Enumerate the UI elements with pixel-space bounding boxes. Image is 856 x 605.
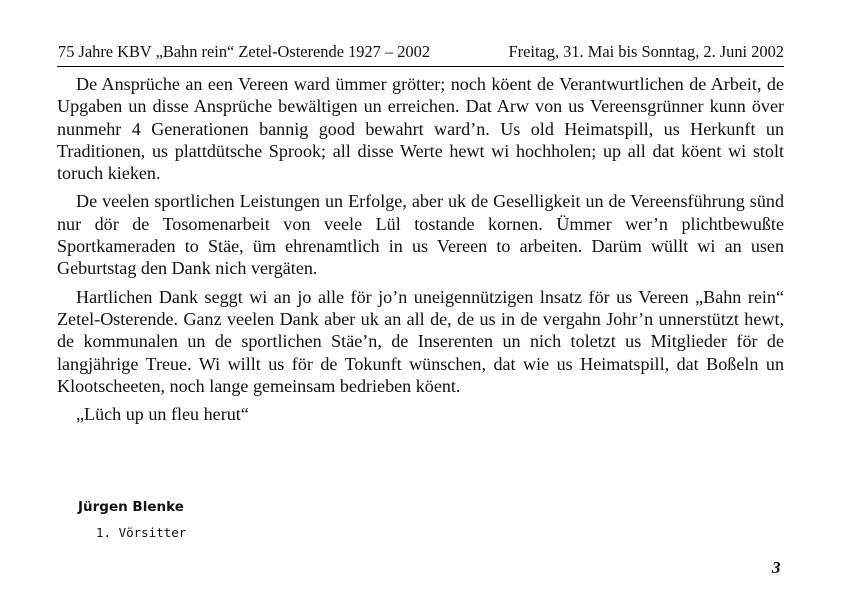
signature-role: 1. Vörsitter <box>96 525 187 540</box>
signature-name: Jürgen Blenke <box>78 499 184 515</box>
paragraph-3: Hartlichen Dank seggt wi an jo alle för jo’n uneigennützigen lnsatz för us Vereen „Bahn rein“ Zetel-Osterende. Ganz veelen Dank aber uk an all de, de us in de vergahn Johr’n unnerstützt hewt, de kommunalen un de sportlichen Stäe’n, de Inserenten un nich toletzt us Mitglieder för de langjährige Treue. Wi willt us för de Tokunft wünschen, dat wie us Heimatspill, dat Boßeln un Klootscheeten, noch lange gemeinsam bedrieben köent. <box>57 286 784 396</box>
header-date: Freitag, 31. Mai bis Sonntag, 2. Juni 2002 <box>508 42 784 61</box>
header-title: 75 Jahre KBV „Bahn rein“ Zetel-Osterende 1927 – 2002 <box>58 42 431 61</box>
body-text <box>57 73 784 431</box>
page-number: 3 <box>772 558 781 577</box>
paragraph-2: De veelen sportlichen Leistungen un Erfolge, aber uk de Geselligkeit un de Vereensführung sünd nur dör de Tosomenarbeit von veele Lül tostande kornen. Ümmer wer’n plichtbewußte Sportkameraden to Stäe, üm ehrenamtlich in us Vereen to arbeiten. Darüm wüllt wi an usen Geburtstag den Dank nich vergäten. <box>57 191 784 279</box>
running-header <box>57 42 784 67</box>
closing-motto: „Lüch up un fleu herut“ <box>76 404 249 425</box>
paragraph-1: De Ansprüche an een Vereen ward ümmer grötter; noch köent de Verantwurtlichen de Arbeit, de Upgaben un disse Ansprüche bewältigen un erreichen. Dat Arw von us Vereensgrünner kunn över nunmehr 4 Generationen bannig good bewahrt ward’n. Us old Heimatspill, us Herkunft un Traditionen, us plattdütsche Sprook; all disse Werte hewt wi hochholen; up all dat köent wi stolt toruch kieken. <box>57 74 784 184</box>
